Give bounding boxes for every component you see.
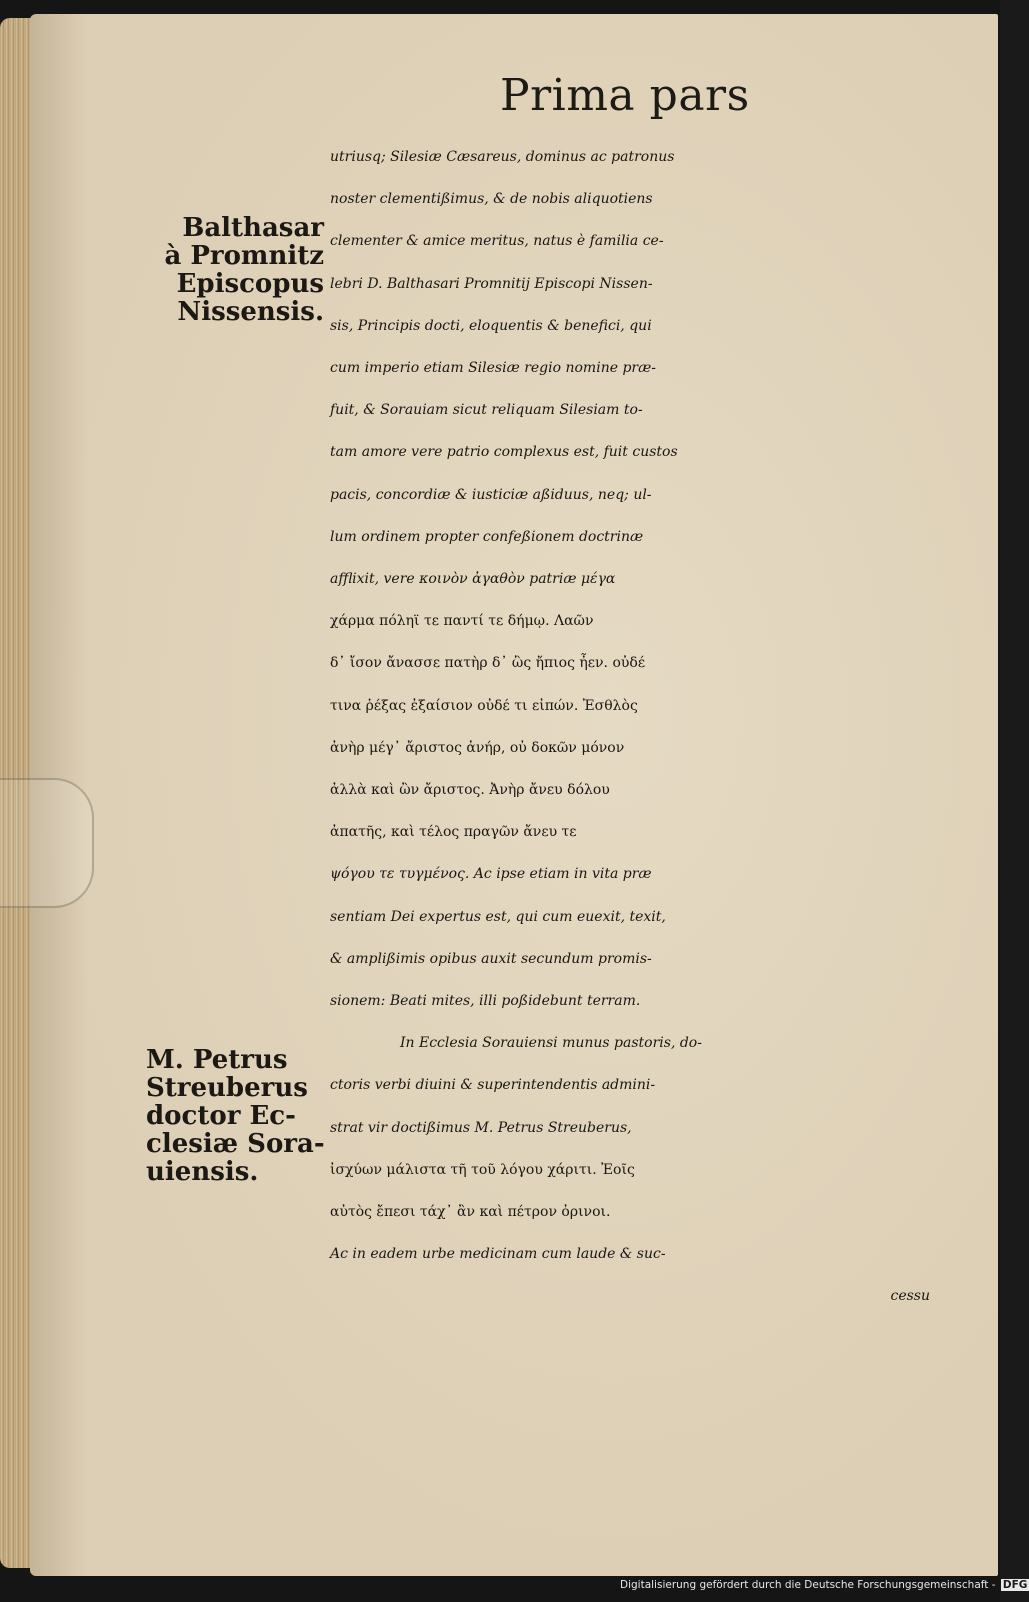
dfg-logo: DFG (1002, 1579, 1028, 1591)
margin-note-line: Episcopus (176, 269, 324, 299)
margin-note-streuberus (146, 1045, 325, 1187)
body-line: strat vir doctißimus M. Petrus Streuberus, (330, 1119, 632, 1136)
bookmark-clip (0, 778, 94, 908)
body-line: Ac in eadem urbe medicinam cum laude & suc- (330, 1246, 666, 1263)
body-line: ἀπατῆς, καὶ τέλος πραγῶν ἄνευ τε (330, 824, 577, 841)
margin-note-line: clesiæ Sora- (146, 1129, 325, 1159)
body-line: ctoris verbi diuini & superintendentis admini- (330, 1077, 656, 1094)
body-line: χάρμα πόληϊ τε παντί τε δήμῳ. Λαῶν (330, 613, 594, 630)
margin-note-line: à Promnitz (164, 241, 324, 271)
body-line: sentiam Dei expertus est, qui cum euexit, texit, (330, 908, 666, 925)
body-line: ἀνὴρ μέγ᾽ ἄριστος ἀνήρ, οὐ δοκῶν μόνον (330, 739, 625, 756)
body-line: afflixit, vere κοινὸν ἀγαθὸν patriæ μέγα (330, 571, 616, 588)
body-line: cum imperio etiam Silesiæ regio nomine præ- (330, 360, 656, 377)
body-line: cessu (890, 1288, 930, 1305)
body-line: & amplißimis opibus auxit secundum promis- (330, 950, 652, 967)
body-line: sis, Principis docti, eloquentis & benefici, qui (330, 317, 652, 334)
body-line: δ᾽ ἴσον ἄνασσε πατὴρ δ᾽ ὣς ἤπιος ἦεν. οὐδέ (330, 655, 646, 672)
body-line: fuit, & Sorauiam sicut reliquam Silesiam to- (330, 402, 643, 419)
body-line: αὐτὸς ἔπεσι τάχ᾽ ἂν καὶ πέτρον ὀρινοι. (330, 1204, 611, 1221)
margin-note-line: Balthasar (182, 213, 324, 243)
body-line: ἀλλὰ καὶ ὢν ἄριστος. Ἀνὴρ ἄνευ δόλου (330, 782, 610, 799)
margin-note-line: uiensis. (146, 1157, 259, 1187)
body-line: lebri D. Balthasari Promnitij Episcopi Nissen- (330, 275, 653, 292)
margin-note-line: Streuberus (146, 1073, 308, 1103)
margin-note-line: M. Petrus (146, 1045, 288, 1075)
body-line: ἰσχύων μάλιστα τῆ τοῦ λόγου χάριτι. Ἐοῖς (330, 1161, 635, 1178)
margin-note-line: doctor Ec- (146, 1101, 296, 1131)
body-line: lum ordinem propter confeßionem doctrinæ (330, 528, 644, 545)
running-head: Prima pars (500, 70, 750, 121)
margin-note-line: Nissensis. (177, 297, 324, 327)
body-line: ψόγου τε τυγμένος. Ac ipse etiam in vita præ (330, 866, 652, 883)
body-line: noster clementißimus, & de nobis aliquotiens (330, 191, 653, 208)
body-line: pacis, concordiæ & iusticiæ aßiduus, neq; ul- (330, 486, 652, 503)
body-line: tam amore vere patrio complexus est, fuit custos (330, 444, 678, 461)
margin-note-balthasar (148, 214, 324, 326)
body-line: sionem: Beati mites, illi poßidebunt terram. (330, 993, 641, 1010)
body-line: In Ecclesia Sorauiensi munus pastoris, do- (400, 1035, 702, 1052)
body-line: τινα ῥέξας ἐξαίσιον οὐδέ τι εἰπών. Ἐσθλὸς (330, 697, 638, 714)
footer-credit: Digitalisierung gefördert durch die Deutsche Forschungsgemeinschaft - (620, 1579, 996, 1591)
body-text (330, 136, 930, 1318)
digitization-footer (620, 1579, 1028, 1591)
body-line: clementer & amice meritus, natus è familia ce- (330, 233, 664, 250)
body-line: utriusq; Silesiæ Cæsareus, dominus ac patronus (330, 149, 675, 165)
